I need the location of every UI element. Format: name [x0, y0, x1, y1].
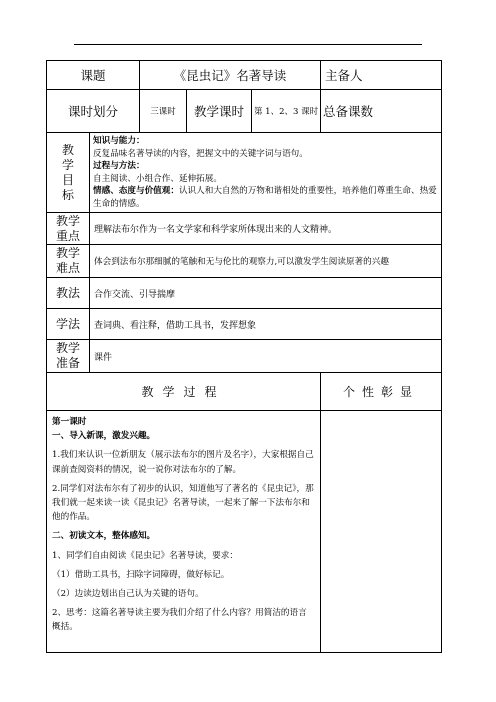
topic-label: 课题 — [47, 61, 140, 90]
difficulty-row — [47, 245, 442, 278]
preparation-label-line: 教学 — [55, 341, 80, 355]
difficulty-label — [47, 245, 90, 278]
key-point-row — [47, 213, 442, 245]
study-method-row — [47, 309, 442, 340]
hours-label: 课时划分 — [47, 90, 140, 133]
objectives-label — [47, 133, 90, 213]
teaching-method-row — [47, 278, 442, 309]
key-point-label-line: 重点 — [55, 228, 80, 243]
lead-teacher-cell — [321, 61, 442, 90]
total-label: 总备课数 — [323, 104, 374, 119]
period-label: 教学课时 — [187, 90, 252, 133]
objectives-row — [47, 133, 442, 213]
objectives-content — [90, 133, 442, 213]
section-2-heading: 二、初读文本，整体感知。 — [52, 531, 156, 542]
preparation-label-line: 准备 — [55, 356, 80, 370]
paragraph-5: （2）边读边划出自己认为关键的语句。 — [52, 589, 204, 600]
process-heading-cell: 教学过程 — [47, 373, 321, 411]
difficulty-label-line: 难点 — [55, 261, 80, 275]
objectives-label-char: 目 — [61, 172, 74, 187]
teaching-method-text: 合作交流、引导揣摩 — [90, 278, 442, 309]
top-rule — [74, 44, 422, 45]
emotion-heading: 情感、态度与价值观： — [93, 186, 179, 196]
lead-label: 主备人 — [325, 68, 363, 83]
lesson-plan-table — [46, 60, 442, 653]
process-text: 自主阅读、小组合作、延伸拓展。 — [93, 173, 222, 184]
process-body-row — [47, 411, 442, 653]
paragraph-3: 1、同学们自由阅读《昆虫记》名著导读，要求： — [52, 550, 238, 561]
process-body — [47, 411, 321, 653]
topic-row — [47, 61, 442, 90]
key-point-label-line: 教学 — [55, 213, 80, 228]
objectives-label-char: 标 — [61, 187, 74, 202]
lesson-title: 第一课时 — [52, 417, 87, 427]
paragraph-6: 2、思考：这篇名著导读主要为我们介绍了什么内容？用简洁的语言概括。 — [52, 608, 307, 633]
difficulty-label-line: 教学 — [55, 246, 80, 260]
difficulty-text: 体会到法布尔那细腻的笔触和无与伦比的观察力,可以激发学生阅读原著的兴趣 — [90, 245, 442, 278]
emotion-line — [93, 185, 438, 210]
objectives-label-char: 学 — [61, 157, 74, 172]
study-method-label: 学法 — [47, 309, 90, 340]
key-point-label — [47, 213, 90, 245]
key-point-text: 理解法布尔作为一名文学家和科学家所体现出来的人文精神。 — [90, 213, 442, 245]
hours-value: 三课时 — [140, 90, 187, 133]
preparation-label — [47, 340, 90, 373]
study-method-text: 查词典、看注释，借助工具书，发挥想象 — [90, 309, 442, 340]
knowledge-text: 反复品味名著导读的内容，把握文中的关键字词与语句。 — [93, 148, 308, 159]
knowledge-heading: 知识与能力： — [93, 136, 145, 146]
personal-notes-cell — [321, 411, 442, 653]
hours-row — [47, 90, 442, 133]
teaching-method-label: 教法 — [47, 278, 90, 309]
period-value: 第 1、2、3 课时 — [252, 90, 321, 133]
personal-heading-cell: 个性彰显 — [321, 373, 442, 411]
preparation-row — [47, 340, 442, 373]
paragraph-1: 1.我们来认识一位新朋友（展示法布尔的图片及名字），大家根据自己课前查阅资料的情况，说一说你对法布尔的了解。 — [52, 450, 314, 475]
section-1-heading: 一、导入新课，激发兴趣。 — [52, 431, 156, 442]
emotion-text: 认识人和大自然的万物和谐相处的重要性，培养他们尊重生命、热爱生命的情感。 — [93, 186, 437, 209]
paragraph-4: （1）借助工具书，扫除字词障碍，做好标记。 — [52, 569, 230, 580]
paragraph-2: 2.同学们对法布尔有了初步的认识，知道他写了著名的《昆虫记》，那我们就一起来读一读《昆虫记》名著导读，一起来了解一下法布尔和他的作品。 — [52, 483, 314, 523]
topic-value: 《昆虫记》名著导读 — [140, 61, 321, 90]
process-heading: 过程与方法： — [93, 161, 145, 171]
total-cell — [321, 90, 442, 133]
process-header-row — [47, 373, 442, 411]
preparation-text: 课件 — [90, 340, 442, 373]
objectives-label-char: 教 — [61, 142, 74, 157]
